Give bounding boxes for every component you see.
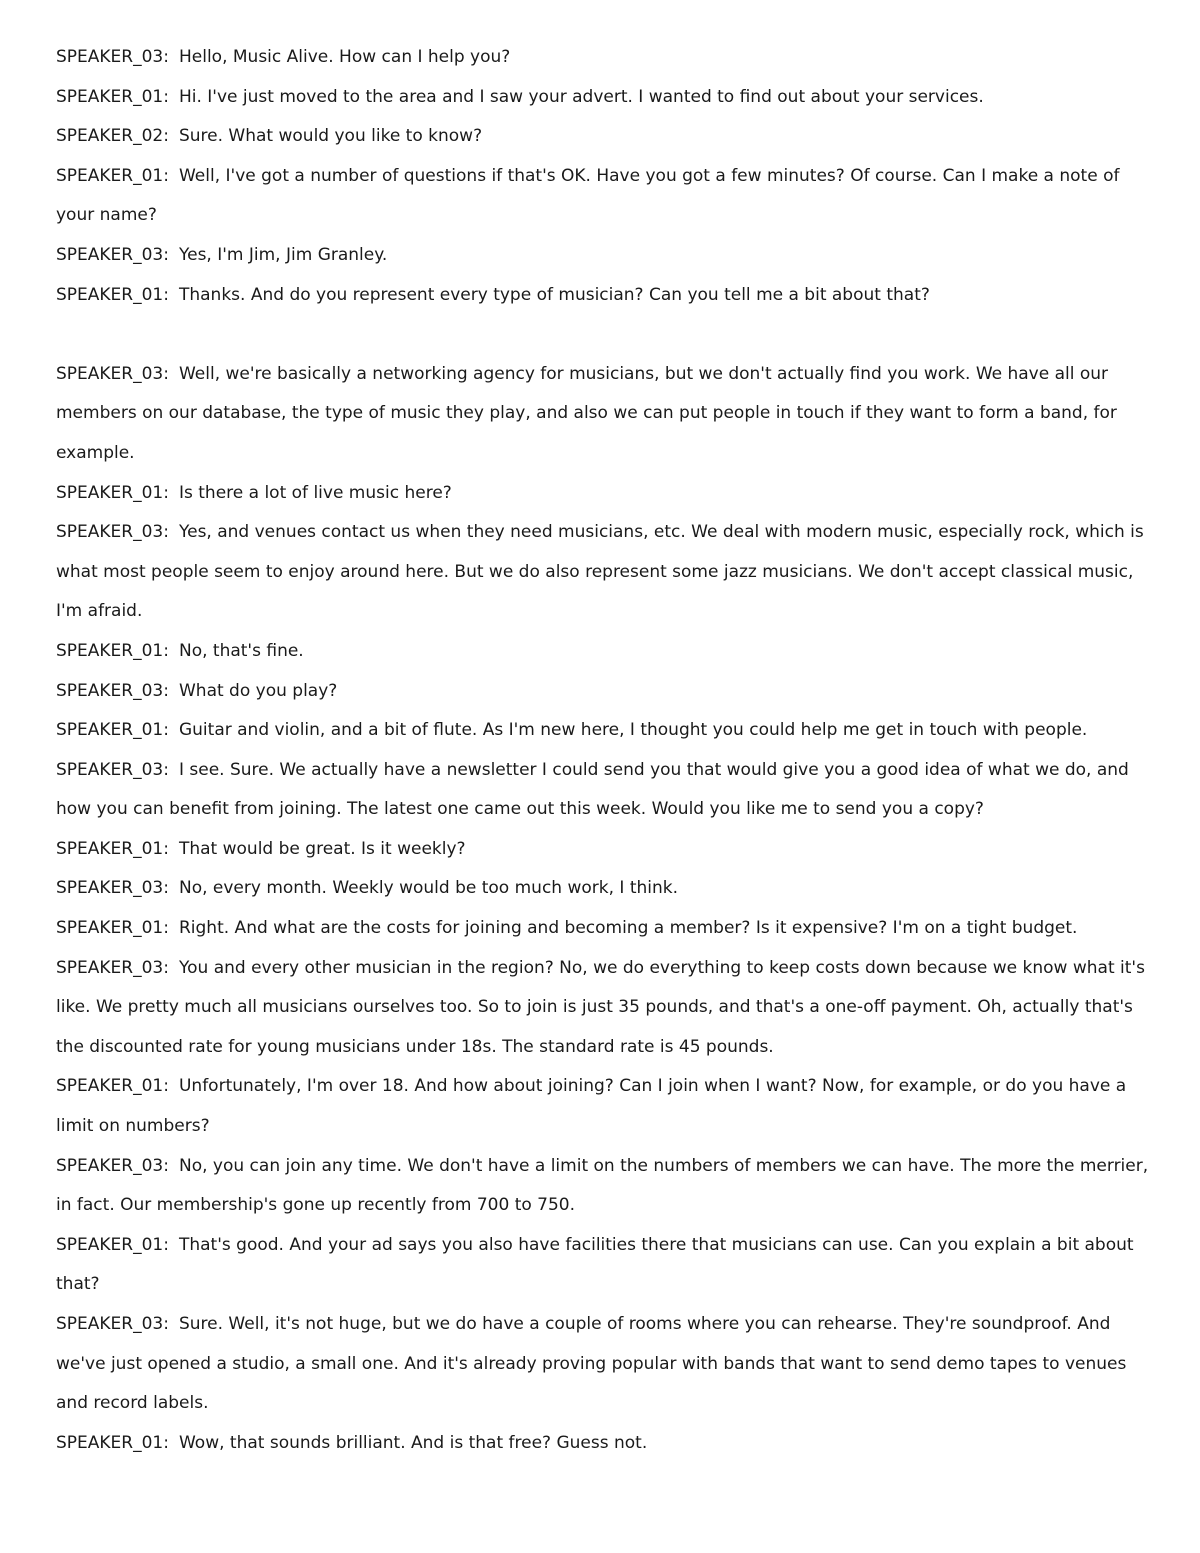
utterance-text: Hello, Music Alive. How can I help you? — [178, 47, 511, 67]
transcript-line — [56, 909, 1150, 949]
transcript-line — [56, 117, 1150, 157]
transcript-line — [56, 711, 1150, 751]
speaker-label: SPEAKER_01 : — [56, 839, 169, 859]
speaker-label: SPEAKER_03 : — [56, 522, 169, 542]
transcript-line — [56, 949, 1150, 1068]
transcript-line — [56, 672, 1150, 712]
utterance-text: Thanks. And do you represent every type of musician? Can you tell me a bit about that? — [178, 284, 930, 305]
utterance-text: Hi. I've just moved to the area and I saw your advert. I wanted to find out about your services. — [178, 86, 984, 107]
speaker-label: SPEAKER_01 : — [56, 1076, 169, 1096]
transcript-line — [56, 38, 1150, 78]
speaker-label: SPEAKER_01 : — [56, 641, 169, 661]
speaker-label: SPEAKER_03 : — [56, 245, 169, 265]
utterance-text: No, every month. Weekly would be too much work, I think. — [178, 878, 679, 899]
speaker-label: SPEAKER_02 : — [56, 126, 169, 146]
speaker-label: SPEAKER_03 : — [56, 364, 169, 384]
utterance-text: Unfortunately, I'm over 18. And how about joining? Can I join when I want? Now, for example, or do you have a limit on numbers? — [56, 1076, 1127, 1137]
transcript-document — [56, 38, 1150, 1463]
transcript-line — [56, 1226, 1150, 1305]
transcript-line — [56, 355, 1150, 474]
speaker-label: SPEAKER_01 : — [56, 918, 169, 938]
utterance-text: Guitar and violin, and a bit of flute. As I'm new here, I thought you could help me get in touch with people. — [178, 720, 1088, 741]
transcript-line — [56, 1067, 1150, 1146]
utterance-text: I see. Sure. We actually have a newsletter I could send you that would give you a good idea of what we do, and how you can benefit from joining. The latest one came out this week. Would you like me to send you a copy? — [56, 759, 1129, 820]
utterance-text: Yes, and venues contact us when they need musicians, etc. We deal with modern music, especially rock, which is what most people seem to enjoy around here. But we do also represent some jazz musicians. We don't accept classical music, I'm afraid. — [56, 522, 1144, 622]
transcript-line — [56, 513, 1150, 632]
speaker-label: SPEAKER_01 : — [56, 1433, 169, 1453]
transcript-line — [56, 830, 1150, 870]
utterance-text: Sure. Well, it's not huge, but we do have a couple of rooms where you can rehearse. They're soundproof. And we've just opened a studio, a small one. And it's already proving popular with bands that want to send demo tapes to venues and record labels. — [56, 1314, 1127, 1414]
transcript-line — [56, 276, 1150, 316]
utterance-text: Is there a lot of live music here? — [178, 482, 452, 503]
utterance-text: Wow, that sounds brilliant. And is that free? Guess not. — [178, 1432, 648, 1453]
transcript-line — [56, 474, 1150, 514]
transcript-line — [56, 1305, 1150, 1424]
utterance-text: Yes, I'm Jim, Jim Granley. — [178, 244, 388, 265]
speaker-label: SPEAKER_03 : — [56, 1314, 169, 1334]
speaker-label: SPEAKER_01 : — [56, 285, 169, 305]
utterance-text: Well, I've got a number of questions if that's OK. Have you got a few minutes? Of course. Can I make a note of your name? — [56, 165, 1120, 226]
transcript-line — [56, 751, 1150, 830]
speaker-label: SPEAKER_03 : — [56, 760, 169, 780]
transcript-line — [56, 1147, 1150, 1226]
utterance-text: No, that's fine. — [178, 640, 304, 661]
transcript-line — [56, 1424, 1150, 1464]
speaker-label: SPEAKER_03 : — [56, 1156, 169, 1176]
speaker-label: SPEAKER_01 : — [56, 720, 169, 740]
transcript-line — [56, 632, 1150, 672]
speaker-label: SPEAKER_01 : — [56, 166, 169, 186]
speaker-label: SPEAKER_01 : — [56, 87, 169, 107]
speaker-label: SPEAKER_01 : — [56, 1235, 169, 1255]
speaker-label: SPEAKER_01 : — [56, 483, 169, 503]
transcript-line — [56, 157, 1150, 236]
utterance-text: No, you can join any time. We don't have a limit on the numbers of members we can have. The more the merrier, in fact. Our membership's gone up recently from 700 to 750. — [56, 1155, 1149, 1216]
speaker-label: SPEAKER_03 : — [56, 878, 169, 898]
utterance-text: You and every other musician in the region? No, we do everything to keep costs down because we know what it's like. We pretty much all musicians ourselves too. So to join is just 35 pounds, and that's a one-off payment. Oh, actually that's the discounted rate for young musicians under 18s. The standard rate is 45 pounds. — [56, 957, 1145, 1057]
utterance-text: That would be great. Is it weekly? — [178, 838, 466, 859]
transcript-line — [56, 869, 1150, 909]
utterance-text: Right. And what are the costs for joining and becoming a member? Is it expensive? I'm on a tight budget. — [178, 918, 1078, 939]
transcript-line — [56, 78, 1150, 118]
speaker-label: SPEAKER_03 : — [56, 958, 169, 978]
utterance-text: Well, we're basically a networking agency for musicians, but we don't actually find you work. We have all our members on our database, the type of music they play, and also we can put people in touch if they want to form a band, for example. — [56, 363, 1117, 463]
utterance-text: That's good. And your ad says you also have facilities there that musicians can use. Can you explain a bit about that? — [56, 1234, 1134, 1295]
utterance-text: Sure. What would you like to know? — [178, 126, 483, 147]
speaker-label: SPEAKER_03 : — [56, 681, 169, 701]
speaker-label: SPEAKER_03 : — [56, 47, 169, 67]
transcript-line — [56, 236, 1150, 276]
utterance-text: What do you play? — [178, 680, 338, 701]
